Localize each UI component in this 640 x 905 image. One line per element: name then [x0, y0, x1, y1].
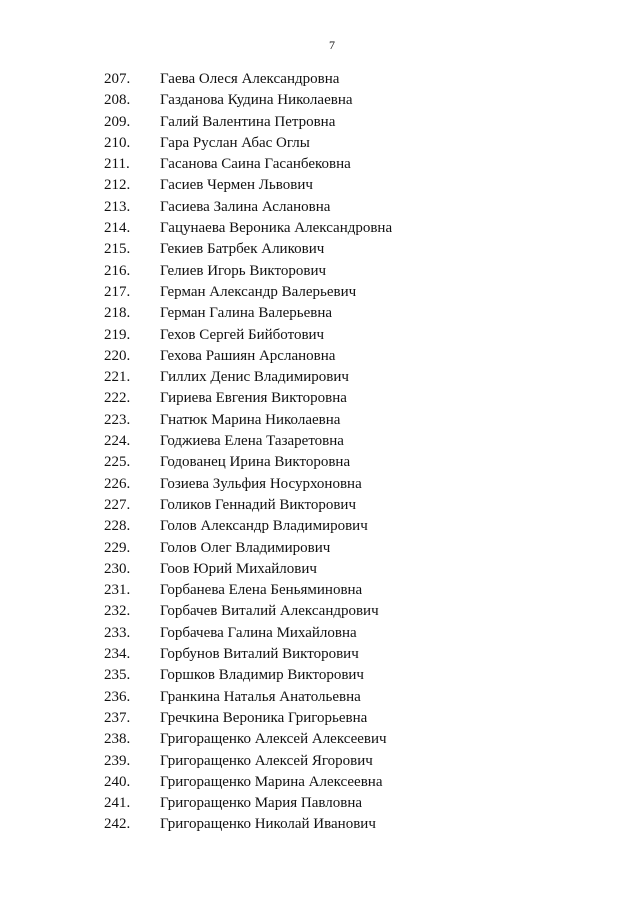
entry-name: Гранкина Наталья Анатольевна — [160, 688, 361, 705]
entry-name: Гасанова Саина Гасанбековна — [160, 156, 351, 173]
entry-number: 238. — [104, 731, 131, 748]
entry-name: Григоращенко Николай Иванович — [160, 816, 376, 833]
entry-number: 208. — [104, 92, 131, 109]
entry-name: Гелиев Игорь Викторович — [160, 262, 327, 279]
list-item — [0, 793, 640, 814]
list-item — [0, 452, 640, 473]
list-item — [0, 90, 640, 111]
entry-name: Гириева Евгения Викторовна — [160, 390, 347, 407]
entry-number: 221. — [104, 369, 131, 386]
entry-number: 235. — [104, 667, 131, 684]
entry-name: Горбачева Галина Михайловна — [160, 624, 357, 641]
entry-number: 220. — [104, 347, 131, 364]
list-item — [0, 325, 640, 346]
entry-name: Григоращенко Алексей Ягорович — [160, 752, 373, 769]
entry-number: 213. — [104, 198, 131, 215]
entry-name: Гара Руслан Абас Оглы — [160, 134, 310, 151]
entry-name: Галий Валентина Петровна — [160, 113, 336, 130]
entry-name: Григоращенко Алексей Алексеевич — [160, 731, 387, 748]
list-item — [0, 516, 640, 537]
list-item — [0, 708, 640, 729]
entry-number: 225. — [104, 454, 131, 471]
entry-number: 223. — [104, 411, 131, 428]
entry-name: Гоов Юрий Михайлович — [160, 560, 317, 577]
entry-number: 233. — [104, 624, 131, 641]
entry-name: Гацунаева Вероника Александровна — [160, 220, 393, 237]
list-item — [0, 623, 640, 644]
list-item — [0, 772, 640, 793]
entry-name: Гозиева Зульфия Носурхоновна — [160, 475, 362, 492]
entry-number: 229. — [104, 539, 131, 556]
entry-name: Герман Галина Валерьевна — [160, 305, 333, 322]
list-item — [0, 687, 640, 708]
list-item — [0, 474, 640, 495]
list-item — [0, 559, 640, 580]
entry-number: 232. — [104, 603, 131, 620]
list-item — [0, 431, 640, 452]
entry-number: 207. — [104, 71, 131, 87]
entry-name: Гасиева Залина Аслановна — [160, 198, 331, 215]
entry-name: Григоращенко Марина Алексеевна — [160, 773, 383, 790]
list-item — [0, 495, 640, 516]
entry-name: Григоращенко Мария Павловна — [160, 795, 363, 812]
entry-number: 234. — [104, 646, 131, 663]
entry-number: 237. — [104, 709, 131, 726]
entry-name: Горбачев Виталий Александрович — [160, 603, 379, 620]
entry-number: 210. — [104, 134, 131, 151]
list-item — [0, 218, 640, 239]
entry-number: 227. — [104, 496, 131, 513]
entry-name: Горбунов Виталий Викторович — [160, 646, 359, 663]
entry-number: 228. — [104, 518, 131, 535]
list-item — [0, 175, 640, 196]
entry-number: 222. — [104, 390, 131, 407]
entry-number: 209. — [104, 113, 131, 130]
list-item — [0, 154, 640, 175]
entry-number: 241. — [104, 795, 131, 812]
entry-name: Горбанева Елена Беньяминовна — [160, 582, 363, 599]
entry-number: 212. — [104, 177, 131, 194]
entry-number: 215. — [104, 241, 131, 258]
entry-number: 230. — [104, 560, 131, 577]
entry-name: Гнатюк Марина Николаевна — [160, 411, 341, 428]
entry-name: Гехова Рашиян Арслановна — [160, 347, 336, 364]
entry-name: Гехов Сергей Бийботович — [160, 326, 325, 343]
list-item — [0, 133, 640, 154]
entry-name: Газданова Кудина Николаевна — [160, 92, 353, 109]
entry-name: Гасиев Чермен Львович — [160, 177, 313, 194]
list-item — [0, 410, 640, 431]
entry-number: 216. — [104, 262, 131, 279]
entry-name: Горшков Владимир Викторович — [160, 667, 364, 684]
list-item — [0, 751, 640, 772]
entry-name: Голов Олег Владимирович — [160, 539, 331, 556]
entry-name: Гиллих Денис Владимирович — [160, 369, 349, 386]
entry-name: Годжиева Елена Тазаретовна — [160, 433, 344, 450]
entry-number: 240. — [104, 773, 131, 790]
list-item — [0, 538, 640, 559]
entry-name: Гречкина Вероника Григорьевна — [160, 709, 368, 726]
entry-number: 217. — [104, 283, 131, 300]
page-number: 7 — [329, 38, 335, 52]
entry-number: 211. — [104, 156, 130, 173]
list-item — [0, 388, 640, 409]
list-item — [0, 282, 640, 303]
list-item — [0, 69, 640, 90]
list-item — [0, 112, 640, 133]
entry-name: Герман Александр Валерьевич — [160, 283, 357, 300]
list-item — [0, 665, 640, 686]
entry-name: Гекиев Батрбек Аликович — [160, 241, 325, 258]
entry-number: 231. — [104, 582, 131, 599]
name-list — [0, 69, 640, 836]
list-item — [0, 239, 640, 260]
entry-number: 219. — [104, 326, 131, 343]
list-item — [0, 197, 640, 218]
list-item — [0, 601, 640, 622]
entry-number: 226. — [104, 475, 131, 492]
entry-number: 236. — [104, 688, 131, 705]
entry-number: 218. — [104, 305, 131, 322]
list-item — [0, 261, 640, 282]
list-item — [0, 367, 640, 388]
entry-number: 242. — [104, 816, 131, 833]
list-item — [0, 814, 640, 835]
list-item — [0, 644, 640, 665]
entry-name: Гаева Олеся Александровна — [160, 71, 340, 87]
entry-number: 224. — [104, 433, 131, 450]
list-item — [0, 580, 640, 601]
entry-number: 239. — [104, 752, 131, 769]
entry-number: 214. — [104, 220, 131, 237]
entry-name: Годованец Ирина Викторовна — [160, 454, 351, 471]
list-item — [0, 729, 640, 750]
entry-name: Голиков Геннадий Викторович — [160, 496, 356, 513]
list-item — [0, 346, 640, 367]
list-item — [0, 303, 640, 324]
entry-name: Голов Александр Владимирович — [160, 518, 368, 535]
